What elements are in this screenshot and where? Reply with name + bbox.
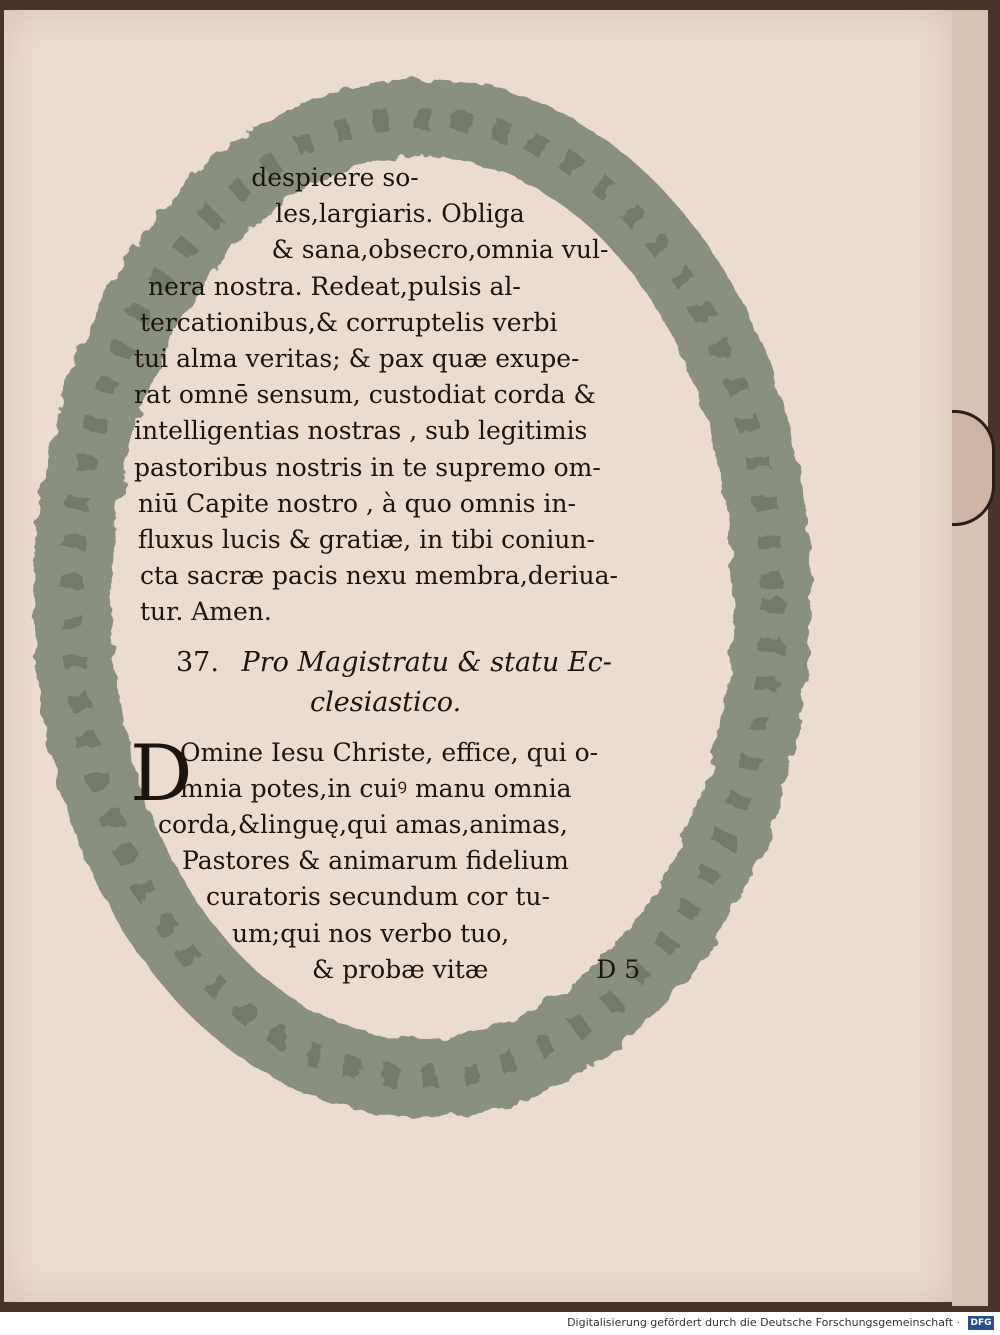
prayer-paragraph [120, 728, 720, 988]
text-line: cta sacræ pacis nexu membra,deriua- [140, 561, 618, 591]
text-line: fluxus lucis & gratiæ, in tibi coniun- [138, 525, 595, 555]
text-line: Omine Iesu Christe, effice, qui o- [180, 737, 599, 767]
text-line: pastoribus nostris in te supremo om- [134, 452, 601, 482]
text-line: intelligentias nostras , sub legitimis [134, 416, 588, 446]
section-heading [120, 643, 720, 683]
text-line: rat omnē sensum, custodiat corda & [134, 380, 596, 410]
text-line: tur. Amen. [140, 597, 272, 627]
section-title: Pro Magistratu & statu Ec- [241, 646, 612, 678]
text-line: um;qui nos verbo tuo, [232, 918, 510, 948]
section-title-continued: clesiastico. [310, 686, 462, 718]
digitization-footer [0, 1312, 1000, 1335]
text-line-last [120, 952, 720, 988]
text-line: despicere so- [251, 163, 419, 192]
text-line: corda,&linguę,qui amas,animas, [158, 810, 568, 840]
text-line: tui alma veritas; & pax quæ exupe- [134, 344, 580, 374]
text-line: Pastores & animarum fidelium [182, 846, 569, 876]
text-line: nera nostra. Redeat,pulsis al- [148, 271, 521, 301]
drop-cap-initial: D [130, 728, 193, 819]
text-line: & sana,obsecro,omnia vul- [271, 235, 609, 265]
signature-mark: D 5 [596, 954, 641, 984]
text-line: tercationibus,& corruptelis verbi [140, 307, 558, 337]
section-number: 37. [176, 646, 219, 678]
dfg-logo: DFG [968, 1316, 994, 1330]
text-line: les,largiaris. Obliga [275, 199, 525, 229]
text-line: niū Capite nostro , à quo omnis in- [138, 488, 576, 518]
catchword-line: & probæ vitæ [312, 954, 489, 984]
text-line: curatoris secundum cor tu- [206, 882, 550, 912]
footer-credit: Digitalisierung gefördert durch die Deutsche Forschungsgemeinschaft · [567, 1316, 960, 1329]
page-text [120, 160, 720, 988]
text-line: mnia potes,in cuiꝰ manu omnia [180, 773, 572, 803]
